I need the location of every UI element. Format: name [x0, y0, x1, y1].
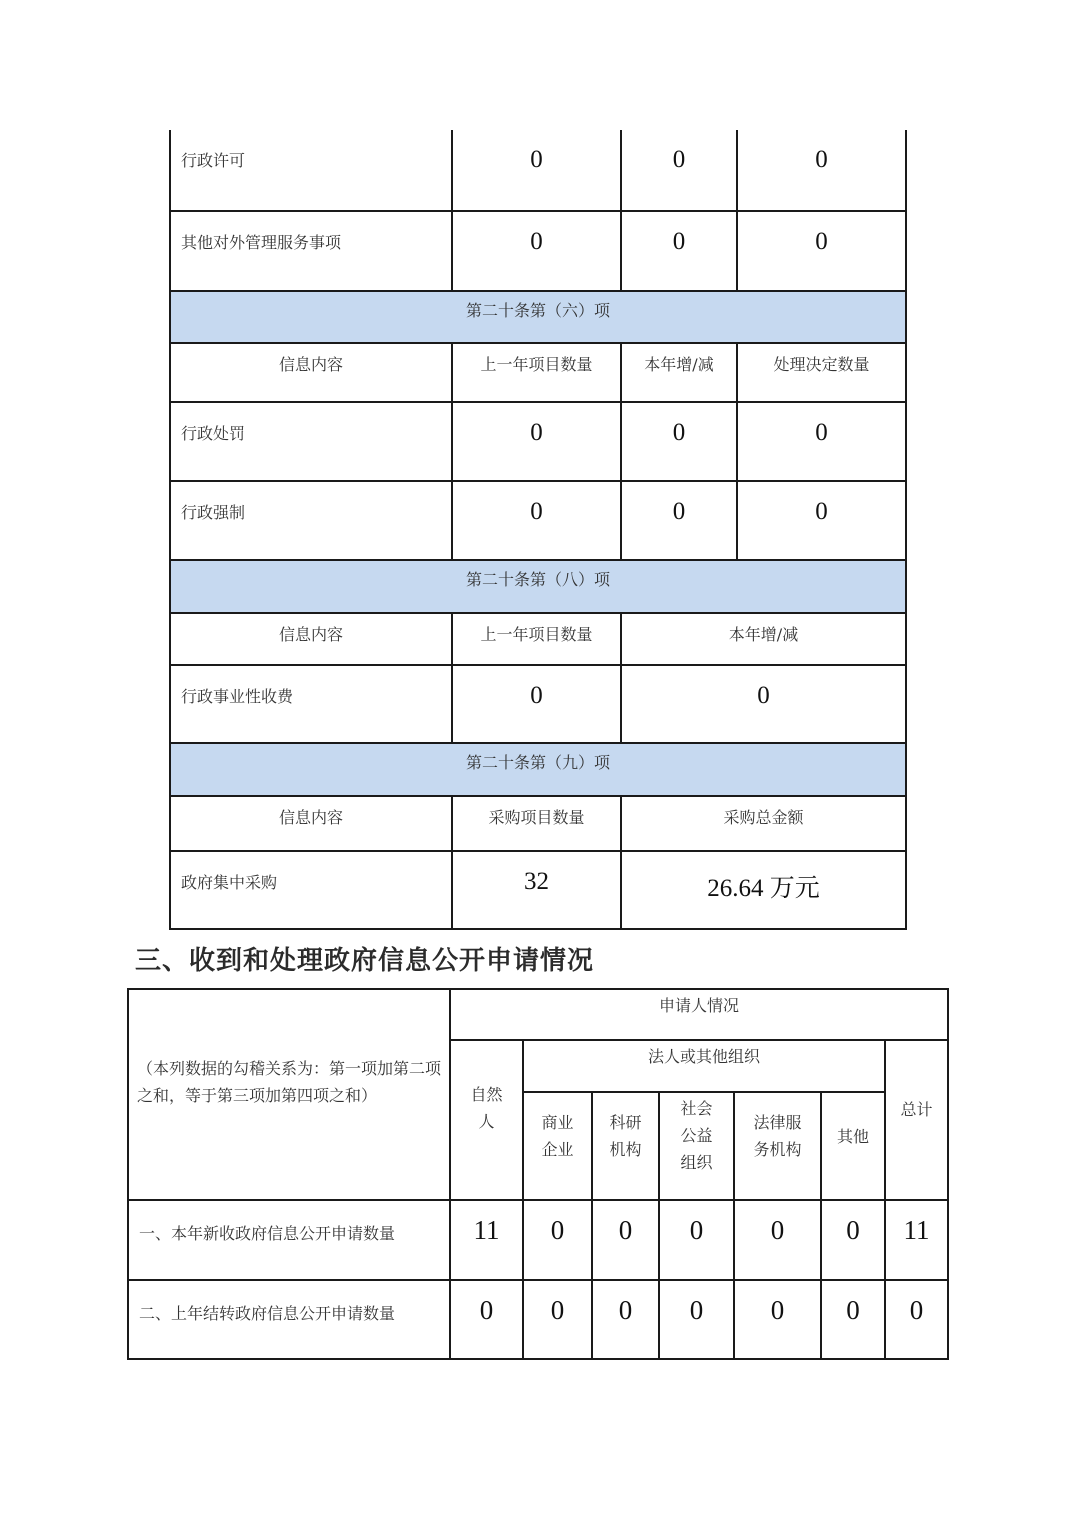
- cell-value: 0: [821, 1200, 885, 1280]
- table-row: [170, 481, 906, 560]
- column-header: 科研机构: [592, 1092, 659, 1200]
- cell-value: 0: [737, 211, 906, 291]
- total-header: 总计: [885, 1040, 948, 1200]
- cell-value: 11: [885, 1200, 948, 1280]
- column-header: 法律服务机构: [734, 1092, 821, 1200]
- natural-person-header: 自然人: [450, 1040, 523, 1200]
- cell-value: 0: [523, 1280, 592, 1359]
- table-row: [170, 402, 906, 481]
- cell-value: 0: [450, 1280, 523, 1359]
- section-band: [170, 291, 906, 343]
- header-row: [170, 613, 906, 665]
- cell-value: 0: [885, 1280, 948, 1359]
- cell-value: 0: [734, 1200, 821, 1280]
- cell-value: 0: [592, 1280, 659, 1359]
- column-header: 其他: [821, 1092, 885, 1200]
- column-header: 商业企业: [523, 1092, 592, 1200]
- cell-value: 0: [452, 211, 621, 291]
- column-header: 上一年项目数量: [452, 343, 621, 402]
- row-label: 政府集中采购: [170, 851, 452, 929]
- cell-value: 0: [659, 1200, 734, 1280]
- cell-value: 0: [621, 211, 737, 291]
- cell-value: 26.64 万元: [621, 851, 906, 929]
- section-band: [170, 743, 906, 796]
- cell-value: 0: [621, 402, 737, 481]
- cell-value: 0: [452, 402, 621, 481]
- section-band: [170, 560, 906, 613]
- table-row: [170, 130, 906, 211]
- table-row: [170, 211, 906, 291]
- column-header: 本年增/减: [621, 613, 906, 665]
- application-table: [127, 988, 949, 1360]
- cell-value: 0: [737, 402, 906, 481]
- cell-value: 32: [452, 851, 621, 929]
- applicant-header: 申请人情况: [450, 989, 948, 1040]
- header-row: [170, 343, 906, 402]
- row-label: 行政处罚: [170, 402, 452, 481]
- column-header: 采购项目数量: [452, 796, 621, 851]
- column-header: 处理决定数量: [737, 343, 906, 402]
- cell-value: 0: [452, 665, 621, 743]
- cell-value: 0: [821, 1280, 885, 1359]
- cell-value: 0: [621, 130, 737, 211]
- row-label: 一、本年新收政府信息公开申请数量: [128, 1200, 450, 1280]
- section-title: 第二十条第（六）项: [170, 291, 906, 343]
- column-header: 信息内容: [170, 613, 452, 665]
- disclosure-table: [169, 130, 907, 930]
- cell-value: 11: [450, 1200, 523, 1280]
- table-row: [128, 1280, 948, 1359]
- cell-value: 0: [737, 130, 906, 211]
- column-header: 信息内容: [170, 343, 452, 402]
- column-header: 信息内容: [170, 796, 452, 851]
- cell-value: 0: [452, 481, 621, 560]
- cell-value: 0: [621, 481, 737, 560]
- row-label: 其他对外管理服务事项: [170, 211, 452, 291]
- header-row: [128, 989, 948, 1040]
- cell-value: 0: [737, 481, 906, 560]
- cell-value: 0: [659, 1280, 734, 1359]
- section-title: 第二十条第（八）项: [170, 560, 906, 613]
- cell-value: 0: [592, 1200, 659, 1280]
- column-header: 社会公益组织: [659, 1092, 734, 1200]
- row-label: 行政许可: [170, 130, 452, 211]
- row-label: 行政强制: [170, 481, 452, 560]
- column-header: 采购总金额: [621, 796, 906, 851]
- row-label: 行政事业性收费: [170, 665, 452, 743]
- section-title: 第二十条第（九）项: [170, 743, 906, 796]
- cell-value: 0: [452, 130, 621, 211]
- cell-value: 0: [734, 1280, 821, 1359]
- table-row: [128, 1200, 948, 1280]
- header-row: [170, 796, 906, 851]
- section-heading: 三、收到和处理政府信息公开申请情况: [135, 946, 595, 976]
- row-label: 二、上年结转政府信息公开申请数量: [128, 1280, 450, 1359]
- table-row: [170, 665, 906, 743]
- cell-value: 0: [621, 665, 906, 743]
- table-row: [170, 851, 906, 929]
- legal-org-header: 法人或其他组织: [523, 1040, 885, 1092]
- cell-value: 0: [523, 1200, 592, 1280]
- note-cell: （本列数据的勾稽关系为：第一项加第二项之和，等于第三项加第四项之和）: [128, 989, 450, 1200]
- column-header: 上一年项目数量: [452, 613, 621, 665]
- column-header: 本年增/减: [621, 343, 737, 402]
